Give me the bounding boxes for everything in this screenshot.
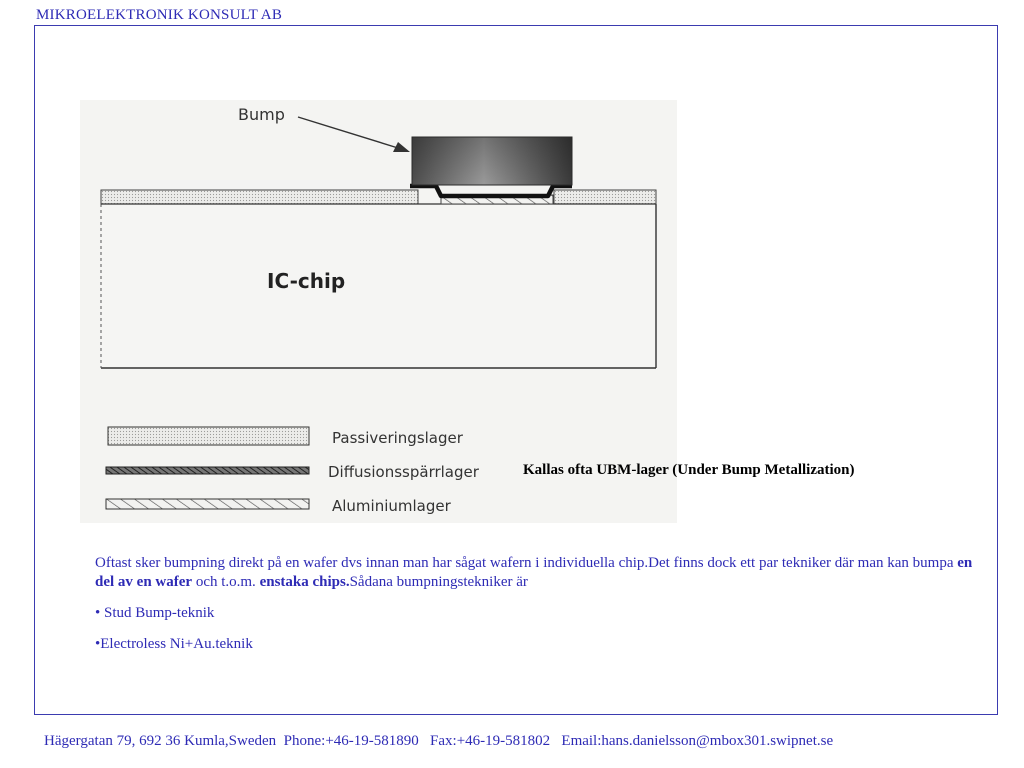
footer-contact: Hägergatan 79, 692 36 Kumla,Sweden Phone:+46-19-581890 Fax:+46-19-581802 Email:hans.danielsson@mbox301.swipnet.se <box>44 733 834 749</box>
body-paragraph <box>95 554 975 592</box>
legend-label-aluminium: Aluminiumlager <box>332 497 451 515</box>
legend <box>106 427 480 515</box>
bump-arrow <box>298 117 410 152</box>
bump-cross-section-diagram <box>80 100 677 523</box>
body-emphasis-wafer-part: en del av en wafer <box>95 555 973 590</box>
bullet-stud-bump: • Stud Bump-teknik <box>95 605 215 621</box>
legend-label-diffusion: Diffusionsspärrlager <box>328 463 479 481</box>
ic-chip <box>101 204 656 368</box>
body-text-connector: och t.o.m. <box>192 574 260 590</box>
bullet-electroless: •Electroless Ni+Au.teknik <box>95 636 253 652</box>
body-text-intro: Oftast sker bumpning direkt på en wafer dvs innan man har sågat wafern i individuella chip.Det finns dock ett par tekniker där man kan bumpa <box>95 555 958 571</box>
legend-swatch-aluminium <box>106 499 309 509</box>
passivation-layer <box>101 190 656 204</box>
ubm-note: Kallas ofta UBM-lager (Under Bump Metallization) <box>523 462 855 478</box>
body-text-outro: Sådana bumpningstekniker är <box>349 574 528 590</box>
legend-swatch-passivation <box>108 427 309 445</box>
company-name: MIKROELEKTRONIK KONSULT AB <box>36 7 283 23</box>
ic-chip-label: IC-chip <box>267 269 346 293</box>
bump <box>412 137 572 185</box>
legend-swatch-diffusion <box>106 467 309 474</box>
diffusion-barrier-layer <box>410 186 572 196</box>
body-emphasis-single-chips: enstaka chips. <box>259 574 350 590</box>
bump-label: Bump <box>238 105 285 124</box>
legend-label-passivation: Passiveringslager <box>332 429 463 447</box>
